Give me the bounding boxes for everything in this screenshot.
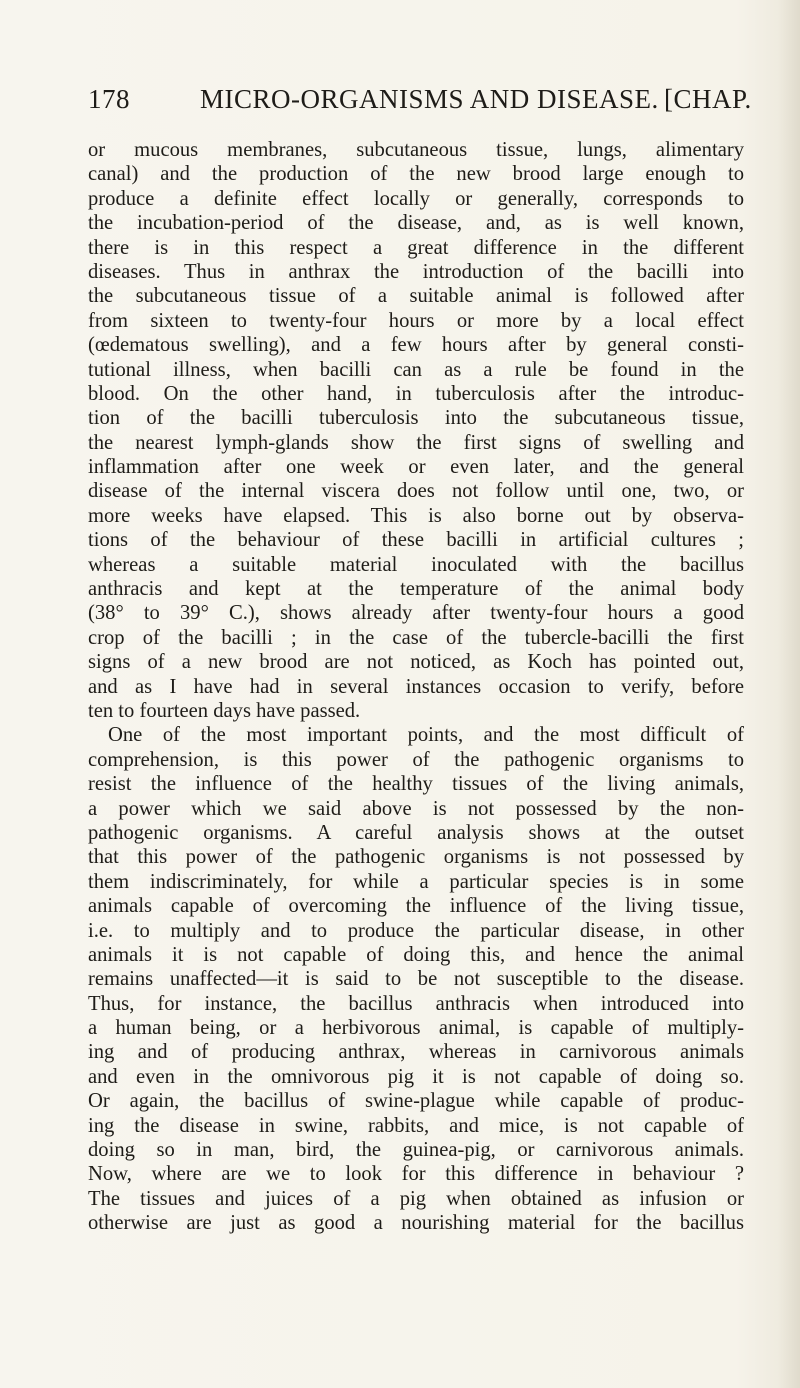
text-line: tions of the behaviour of these bacilli in artificial cultures ;	[88, 529, 744, 552]
text-line: more weeks have elapsed. This is also borne out by observa-	[88, 504, 744, 527]
running-header	[88, 84, 752, 120]
text-line: resist the influence of the healthy tissues of the living animals,	[88, 773, 744, 796]
text-line: the nearest lymph-glands show the first signs of swelling and	[88, 431, 744, 454]
text-line: Thus, for instance, the bacillus anthracis when introduced into	[88, 992, 744, 1015]
text-line: ing the disease in swine, rabbits, and mice, is not capable of	[88, 1114, 744, 1137]
text-line: and as I have had in several instances occasion to verify, before	[88, 675, 744, 698]
text-line: the incubation-period of the disease, and, as is well known,	[88, 212, 744, 235]
text-line: disease of the internal viscera does not follow until one, two, or	[88, 480, 744, 503]
text-line: remains unaffected—it is said to be not susceptible to the disease.	[88, 968, 744, 991]
text-line: doing so in man, bird, the guinea-pig, or carnivorous animals.	[88, 1139, 744, 1162]
text-line: The tissues and juices of a pig when obtained as infusion or	[88, 1187, 744, 1210]
text-line: i.e. to multiply and to produce the particular disease, in other	[88, 919, 744, 942]
text-line: animals it is not capable of doing this, and hence the animal	[88, 943, 744, 966]
text-line: them indiscriminately, for while a particular species is in some	[88, 870, 744, 893]
text-line: or mucous membranes, subcutaneous tissue, lungs, alimentary	[88, 139, 744, 161]
page-number: 178	[88, 84, 130, 114]
text-line: crop of the bacilli ; in the case of the tubercle-bacilli the first	[88, 626, 744, 649]
text-line: (œdematous swelling), and a few hours after by general consti-	[88, 334, 744, 357]
text-line: (38° to 39° C.), shows already after twenty-four hours a good	[88, 602, 744, 625]
body-text	[88, 138, 744, 1236]
text-line: pathogenic organisms. A careful analysis shows at the outset	[88, 821, 744, 844]
text-line: that this power of the pathogenic organisms is not possessed by	[88, 846, 744, 869]
text-line: from sixteen to twenty-four hours or more by a local effect	[88, 309, 744, 332]
text-line: a power which we said above is not possessed by the non-	[88, 797, 744, 820]
text-line: inflammation after one week or even later, and the general	[88, 456, 744, 479]
chapter-label: [CHAP.	[664, 84, 752, 114]
text-line: One of the most important points, and the most difficult of	[108, 724, 744, 747]
text-line: the subcutaneous tissue of a suitable animal is followed after	[88, 285, 744, 308]
text-line: animals capable of overcoming the influence of the living tissue,	[88, 895, 744, 918]
text-line: anthracis and kept at the temperature of the animal body	[88, 578, 744, 601]
text-line: a human being, or a herbivorous animal, is capable of multiply-	[88, 1017, 744, 1040]
text-line: Now, where are we to look for this difference in behaviour ?	[88, 1163, 744, 1186]
text-line: and even in the omnivorous pig it is not capable of doing so.	[88, 1065, 744, 1088]
text-line: signs of a new brood are not noticed, as Koch has pointed out,	[88, 651, 744, 674]
text-line: diseases. Thus in anthrax the introduction of the bacilli into	[88, 260, 744, 283]
text-line: there is in this respect a great difference in the different	[88, 236, 744, 259]
text-line: canal) and the production of the new brood large enough to	[88, 163, 744, 186]
text-line: blood. On the other hand, in tuberculosis after the introduc-	[88, 382, 744, 405]
text-line: comprehension, is this power of the pathogenic organisms to	[88, 748, 744, 771]
text-line: whereas a suitable material inoculated with the bacillus	[88, 553, 744, 576]
text-line: Or again, the bacillus of swine-plague while capable of produc-	[88, 1090, 744, 1113]
text-line: ing and of producing anthrax, whereas in carnivorous animals	[88, 1041, 744, 1064]
text-line: ten to fourteen days have passed.	[88, 699, 361, 722]
text-line: tutional illness, when bacilli can as a rule be found in the	[88, 358, 744, 381]
text-line: otherwise are just as good a nourishing material for the bacillus	[88, 1212, 744, 1235]
page-edge-shadow	[778, 0, 800, 1388]
text-line: produce a definite effect locally or generally, corresponds to	[88, 187, 744, 210]
text-line: tion of the bacilli tuberculosis into the subcutaneous tissue,	[88, 407, 744, 430]
running-title: MICRO-ORGANISMS AND DISEASE.	[200, 84, 659, 114]
